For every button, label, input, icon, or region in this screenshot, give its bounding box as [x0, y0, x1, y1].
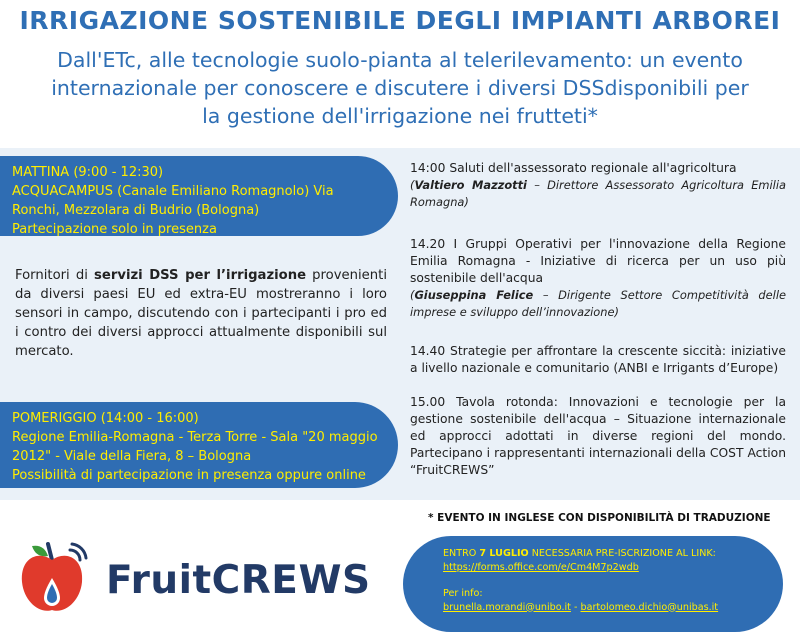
morning-session-box [0, 156, 398, 236]
deadline-prefix: ENTRO [443, 548, 480, 559]
spacer [443, 574, 783, 587]
program-item-speaker [410, 177, 786, 211]
morning-place: ACQUACAMPUS (Canale Emiliano Romagnolo) Via Ronchi, Mezzolara di Budrio (Bologna) [12, 184, 334, 218]
paren-open: ( [410, 288, 415, 302]
afternoon-session-box [0, 402, 398, 488]
morning-mode: Partecipazione solo in presenza [12, 222, 217, 237]
fruitcrews-logo-icon [18, 540, 88, 616]
paren-close: ) [614, 305, 619, 319]
deadline-date: 7 LUGLIO [479, 548, 529, 559]
program-item-text: 14.20 I Gruppi Operativi per l'innovazione della Regione Emilia Romagna - Iniziative di ricerca per un uso più sostenibile dell'acqua [410, 237, 786, 285]
program-item-speaker [410, 287, 786, 321]
info-label: Per info: [443, 588, 483, 599]
program-item-text: 15.00 Tavola rotonda: Innovazioni e tecnologie per la gestione sostenibile dell'acqua – Situazione internazionale ed approcci adottati in diverse regioni del mondo. Partecipano i rappresentanti internazionali della COST Action “FruitCREWS” [410, 395, 786, 477]
paren-open: ( [410, 178, 415, 192]
afternoon-place: Regione Emilia-Romagna - Terza Torre - Sala "20 maggio 2012" - Viale della Fiera, 8 – Bologna [12, 430, 378, 464]
intro-text-a: Fornitori di [15, 268, 95, 283]
email-separator: - [570, 601, 581, 613]
afternoon-time: POMERIGGIO (14:00 - 16:00) [12, 411, 199, 426]
intro-paragraph [15, 266, 387, 361]
registration-link[interactable]: https://forms.office.com/e/Cm4M7p2wdb [443, 561, 639, 573]
intro-text-b: provenienti da diversi paesi EU ed extra-EU mostreranno i loro sensori in campo, discutendo con i partecipanti i pro ed i contro dei diversi approcci attualmente disponibili sul mercato. [15, 268, 387, 359]
translation-note: * EVENTO IN INGLESE CON DISPONIBILITÀ DI TRADUZIONE [428, 512, 771, 524]
morning-time: MATTINA (9:00 - 12:30) [12, 165, 164, 180]
page-title: IRRIGAZIONE SOSTENIBILE DEGLI IMPIANTI ARBOREI [19, 6, 781, 35]
program-item-text: 14.40 Strategie per affrontare la crescente siccità: iniziative a livello nazionale e comunitario (ANBI e Irrigants d’Europe) [410, 344, 786, 375]
speaker-name: Giuseppina Felice [414, 288, 534, 302]
afternoon-mode: Possibilità di partecipazione in presenza oppure online [12, 468, 366, 483]
email-link-morandi[interactable]: brunella.morandi@unibo.it [443, 601, 571, 613]
speaker-name: Valtiero Mazzotti [414, 178, 527, 192]
contact-emails [443, 601, 783, 615]
page-subtitle: Dall'ETc, alle tecnologie suolo-pianta al telerilevamento: un evento internazionale per conoscere e discutere i diversi DSSdisponibili per la gestione dell'irrigazione nei frutteti* [51, 48, 749, 128]
speaker-role: – Dirigente Settore Competitività delle imprese e sviluppo dell’innovazione [410, 288, 786, 319]
speaker-role: – Direttore Assessorato Agricoltura Emilia Romagna [410, 178, 786, 209]
email-link-dichio[interactable]: bartolomeo.dichio@unibas.it [580, 601, 719, 613]
program-item [410, 394, 786, 479]
program-item [410, 236, 786, 321]
program-item [410, 343, 786, 377]
registration-info-box [403, 536, 783, 632]
program-item-text: 14:00 Saluti dell'assessorato regionale all'agricoltura [410, 161, 737, 175]
intro-text-bold: servizi DSS per l’irrigazione [94, 268, 307, 283]
paren-close: ) [464, 195, 469, 209]
fruitcrews-logo-text: FruitCREWS [106, 558, 371, 603]
registration-deadline [443, 547, 783, 561]
program-item [410, 160, 786, 211]
deadline-suffix: NECESSARIA PRE-ISCRIZIONE AL LINK: [528, 548, 716, 559]
